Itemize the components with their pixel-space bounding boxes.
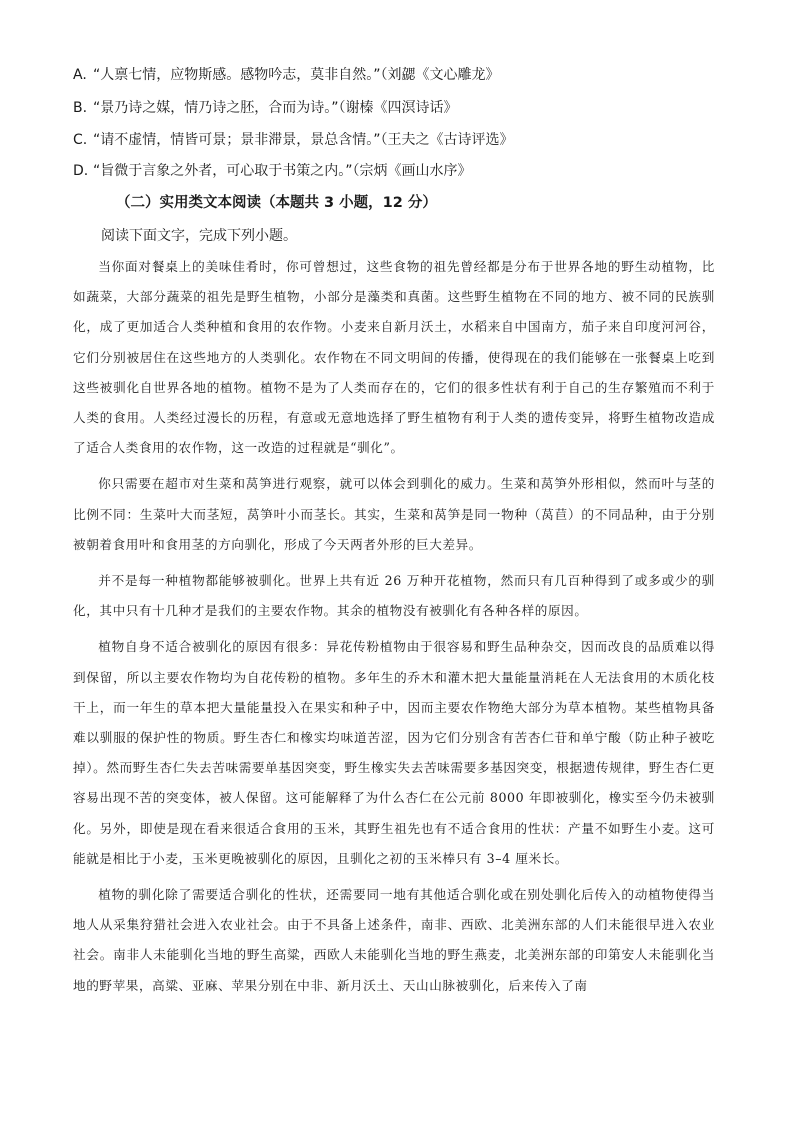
option-b-key: B. bbox=[73, 100, 88, 116]
reading-passage bbox=[73, 252, 715, 1001]
passage-paragraph-2: 你只需要在超市对生菜和莴笋进行观察，就可以体会到驯化的威力。生菜和莴笋外形相似，然而叶与茎的比例不同：生菜叶大而茎短，莴笋叶小而茎长。其实，生菜和莴笋是同一物种（莴苣）的不同品种，由于分别被朝着食用叶和食用茎的方向驯化，形成了今天两者外形的巨大差异。 bbox=[73, 476, 715, 552]
section-title: （二）实用类文本阅读（本题共 3 小题，12 分） bbox=[116, 195, 437, 211]
passage-paragraph-5: 植物的驯化除了需要适合驯化的性状，还需要同一地有其他适合驯化或在别处驯化后传入的动植物使得当地人从采集狩猎社会进入农业社会。由于不具备上述条件，南非、西欧、北美洲东部的人们未能很早进入农业社会。南非人未能驯化当地的野生高粱，西欧人未能驯化当地的野生燕麦，北美洲东部的印第安人未能驯化当地的野苹果，高粱、亚麻、苹果分别在中非、新月沃土、天山山脉被驯化，后来传入了南 bbox=[73, 887, 715, 993]
option-a-text: “人禀七情，应物斯感。感物吟志，莫非自然。”（刘勰《文心雕龙》 bbox=[93, 67, 500, 83]
passage-paragraph-3: 并不是每一种植物都能够被驯化。世界上共有近 26 万种开花植物，然而只有几百种得到了或多或少的驯化，其中只有十几种才是我们的主要农作物。其余的植物没有被驯化有各种各样的原因。 bbox=[73, 573, 715, 619]
option-c-text: “请不虚情，情皆可景；景非滞景，景总含情。”（王夫之《古诗评选》 bbox=[93, 132, 514, 148]
passage-paragraph-4: 植物自身不适合被驯化的原因有很多：异花传粉植物由于很容易和野生品种杂交，因而改良的品质难以得到保留，所以主要农作物均为自花传粉的植物。多年生的乔木和灌木把大量能量消耗在人无法食用的木质化枝干上，而一年生的草本把大量能量投入在果实和种子中，因而主要农作物绝大部分为草本植物。某些植物具备难以驯服的保护性的物质。野生杏仁和橡实均味道苦涩，因为它们分别含有苦杏仁苷和单宁酸（防止种子被吃掉）。然而野生杏仁失去苦味需要单基因突变，野生橡实失去苦味需要多基因突变，根据遗传规律，野生杏仁更容易出现不苦的突变体，被人保留。这可能解释了为什么杏仁在公元前 8000 年即被驯化，橡实至今仍未被驯化。另外，即使是现在看来很适合食用的玉米，其野生祖先也有不适合食用的性状：产量不如野生小麦。这可能就是相比于小麦，玉米更晚被驯化的原因，且驯化之初的玉米棒只有 3–4 厘米长。 bbox=[73, 639, 715, 866]
passage-paragraph-1: 当你面对餐桌上的美味佳肴时，你可曾想过，这些食物的祖先曾经都是分布于世界各地的野生动植物，比如蔬菜，大部分蔬菜的祖先是野生植物，小部分是藻类和真菌。这些野生植物在不同的地方、被不同的民族驯化，成了更加适合人类种植和食用的农作物。小麦来自新月沃土，水稻来自中国南方，茄子来自印度河河谷，它们分别被居住在这些地方的人类驯化。农作物在不同文明间的传播，使得现在的我们能够在一张餐桌上吃到这些被驯化自世界各地的植物。植物不是为了人类而存在的，它们的很多性状有利于自己的生存繁殖而不利于人类的食用。人类经过漫长的历程，有意或无意地选择了野生植物有利于人类的遗传变异，将野生植物改造成了适合人类食用的农作物，这一改造的过程就是“驯化”。 bbox=[73, 259, 715, 456]
option-d-key: D. bbox=[73, 163, 89, 179]
option-b-text: “景乃诗之媒，情乃诗之胚，合而为诗。”（谢榛《四溟诗话》 bbox=[93, 100, 458, 116]
option-a bbox=[73, 66, 500, 84]
option-c-key: C. bbox=[73, 132, 88, 148]
option-d bbox=[73, 162, 472, 180]
option-a-key: A. bbox=[73, 67, 87, 83]
option-c bbox=[73, 131, 514, 149]
option-d-text: “旨微于言象之外者，可心取于书策之内。”（宗炳《画山水序》 bbox=[93, 163, 472, 179]
section-instruction: 阅读下面文字，完成下列小题。 bbox=[101, 228, 297, 244]
option-b bbox=[73, 99, 458, 117]
